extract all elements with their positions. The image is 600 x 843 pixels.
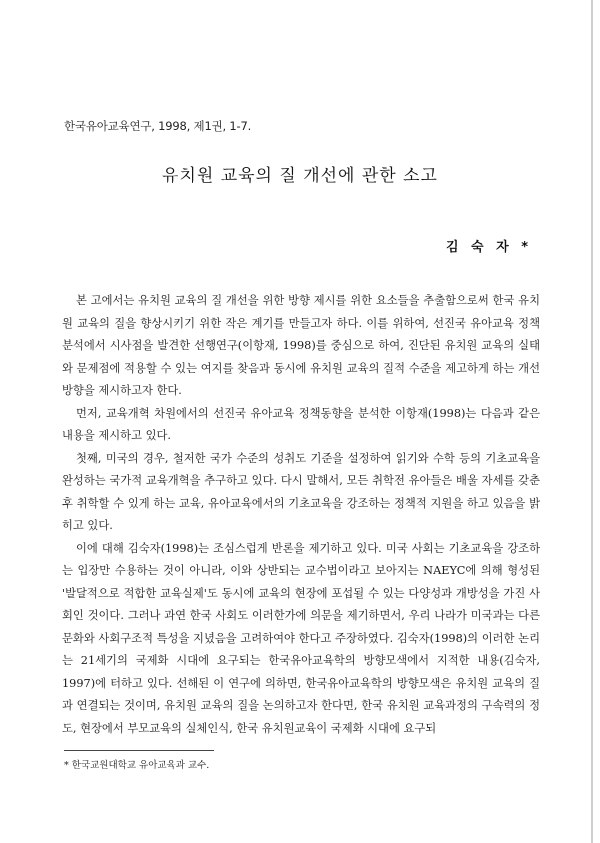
- footnote-divider: [64, 750, 214, 751]
- paper-title: 유치원 교육의 질 개선에 관한 소고: [162, 166, 438, 186]
- paragraph: 첫째, 미국의 경우, 철저한 국가 수준의 성취도 기준을 설정하여 읽기와 수학 등의 기초교육을 완성하는 국가적 교육개혁을 추구하고 있다. 다시 말해서, 모든 취학전 유아들은 배울 자세를 갖춘 후 취학할 수 있게 하는 교육, 유아교육에서의 기초교육을 강조하는 정책적 지원을 하고 있음을 밝히고 있다.: [62, 451, 540, 532]
- paragraph: 이에 대해 김숙자(1998)는 조심스럽게 반론을 제기하고 있다. 미국 사회는 기초교육을 강조하는 입장만 수용하는 것이 아니라, 이와 상반되는 교수법이라고 보아지는 NAEYC에 의해 형성된 '발달적으로 적합한 교육실제'도 동시에 교육의 현장에 포섭될 수 있는 다양성과 개방성을 가진 사회인 것이다. 그러나 과연 한국 사회도 이러한가에 의문을 제기하면서, 우리 나라가 미국과는 다른 문화와 사회구조적 특성을 지녔음을 고려하여야 한다고 주장하였다. 김숙자(1998)의 이러한 논리는 21세기의 국제화 시대에 요구되는 한국유아교육학의 방향모색에서 지적한 내용(김숙자, 1997)에 터하고 있다. 선해된 이 연구에 의하면, 한국유아교육학의 방향모색은 유치원 교육의 질과 연결되는 것이며, 유치원 교육의 질을 논의하고자 한다면, 한국 유치원 교육과정의 구속력의 정도, 현장에서 부모교육의 실체인식, 한국 유치원교육이 국제화 시대에 요구되: [62, 541, 540, 735]
- paragraph: 본 고에서는 유치원 교육의 질 개선을 위한 방향 제시를 위한 요소들을 추출함으로써 한국 유치원 교육의 질을 향상시키기 위한 작은 계기를 만들고자 하다. 이를 위하여, 선진국 유아교육 정책 분석에서 시사점을 발견한 선행연구(이항재, 1998)를 중심으로 하여, 진단된 유치원 교육의 실태와 문제점에 적용할 수 있는 여지를 찾음과 동시에 유치원 교육의 질적 수준을 제고하게 하는 개선 방향을 제시하고자 한다.: [62, 294, 540, 397]
- footnote: * 한국교원대학교 유아교육과 교수.: [64, 760, 210, 771]
- author-name: 김 숙 자 *: [445, 240, 532, 255]
- body-text: [62, 290, 540, 740]
- scan-edge-line: [591, 0, 593, 843]
- paragraph: 먼저, 교육개혁 차원에서의 선진국 유아교육 정책동향을 분석한 이항재(1998)는 다음과 같은 내용을 제시하고 있다.: [62, 406, 540, 442]
- journal-citation: 한국유아교육연구, 1998, 제1권, 1-7.: [64, 119, 252, 133]
